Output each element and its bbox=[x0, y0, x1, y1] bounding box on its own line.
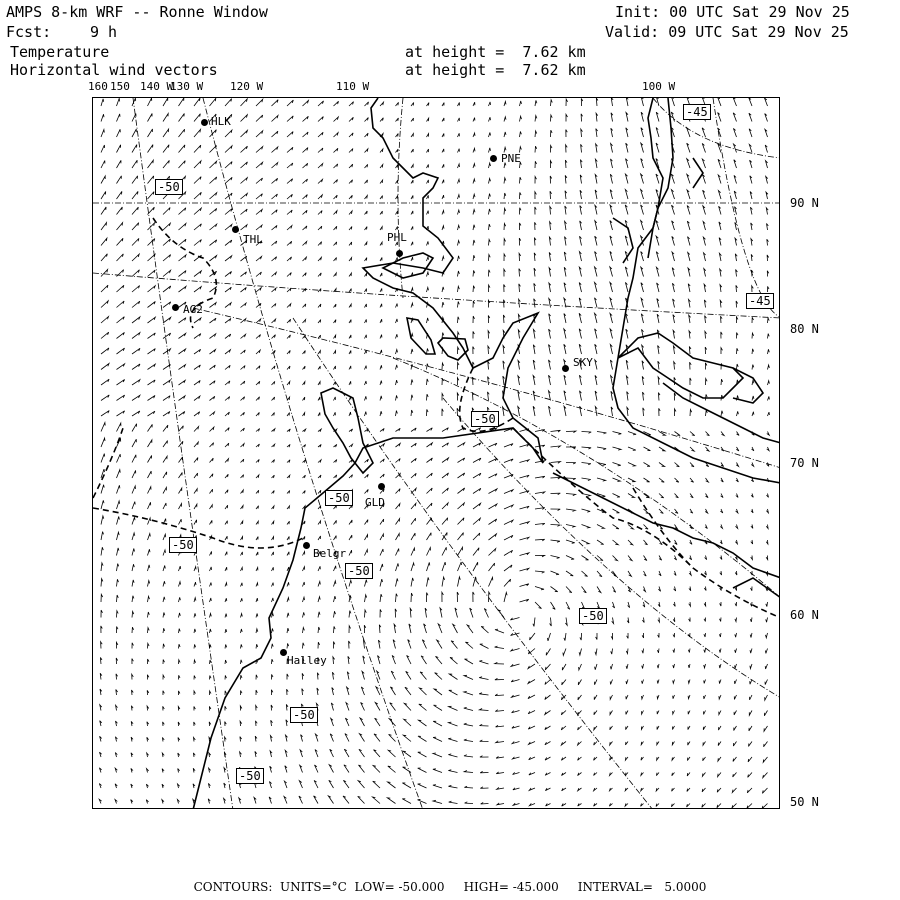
station-marker bbox=[201, 119, 208, 126]
map-title: AMPS 8-km WRF -- Ronne Window bbox=[6, 3, 268, 21]
contour-label: -50 bbox=[579, 608, 607, 624]
station-marker bbox=[280, 649, 287, 656]
station-label-thl: THL bbox=[243, 233, 263, 246]
station-label-halley: Halley bbox=[287, 654, 327, 667]
station-marker bbox=[303, 542, 310, 549]
station-label-sky: SKY bbox=[573, 356, 593, 369]
init-time: Init: 00 UTC Sat 29 Nov 25 bbox=[615, 3, 850, 21]
contour-label: -50 bbox=[236, 768, 264, 784]
contour-label: -50 bbox=[345, 563, 373, 579]
contour-label: -50 bbox=[290, 707, 318, 723]
station-label-ag2: AG2 bbox=[183, 303, 203, 316]
contour-footer: CONTOURS: UNITS=°C LOW= -50.000 HIGH= -45.000 INTERVAL= 5.0000 bbox=[193, 880, 707, 894]
field-name-wind: Horizontal wind vectors bbox=[10, 61, 218, 79]
map-panel bbox=[92, 97, 780, 809]
lon-label-110w: 110 W bbox=[336, 80, 370, 93]
station-label-gld: GLD bbox=[365, 496, 385, 509]
station-marker bbox=[232, 226, 239, 233]
lon-label-150: 150 bbox=[110, 80, 130, 93]
lat-label-70n: 70 N bbox=[790, 456, 819, 470]
station-marker bbox=[172, 304, 179, 311]
map-canvas bbox=[93, 98, 780, 809]
station-label-pne: PNE bbox=[501, 152, 521, 165]
field-height-wind: at height = 7.62 km bbox=[405, 61, 586, 79]
contour-label: -50 bbox=[169, 537, 197, 553]
forecast-hour: 9 h bbox=[90, 23, 118, 41]
station-marker bbox=[378, 483, 385, 490]
lon-label-140w: 140 W bbox=[140, 80, 174, 93]
station-label-belgr: Belgr bbox=[313, 547, 347, 560]
contour-label: -45 bbox=[683, 104, 711, 120]
wind-vectors bbox=[99, 98, 769, 809]
lat-label-50n: 50 N bbox=[790, 795, 819, 809]
contour-label: -50 bbox=[325, 490, 353, 506]
coastlines bbox=[193, 98, 780, 809]
lon-label-130w: 130 W bbox=[170, 80, 204, 93]
station-marker bbox=[490, 155, 497, 162]
wind-vector-arrows bbox=[99, 98, 769, 809]
lat-label-60n: 60 N bbox=[790, 608, 819, 622]
forecast-label: Fcst: bbox=[6, 23, 52, 41]
contour-label: -50 bbox=[471, 411, 499, 427]
field-name-temperature: Temperature bbox=[10, 43, 110, 61]
lat-label-80n: 80 N bbox=[790, 322, 819, 336]
contour-label: -50 bbox=[155, 179, 183, 195]
lon-label-160: 160 bbox=[88, 80, 108, 93]
station-marker bbox=[396, 250, 403, 257]
lat-label-90n: 90 N bbox=[790, 196, 819, 210]
temperature-contours bbox=[93, 218, 780, 618]
graticule bbox=[93, 98, 780, 809]
station-label-hlk: HLK bbox=[211, 115, 231, 128]
lon-label-120w: 120 W bbox=[230, 80, 264, 93]
lon-label-100w: 100 W bbox=[642, 80, 676, 93]
station-label-phl: PHL bbox=[387, 231, 407, 244]
station-marker bbox=[562, 365, 569, 372]
field-height-temperature: at height = 7.62 km bbox=[405, 43, 586, 61]
contour-label: -45 bbox=[746, 293, 774, 309]
valid-time: Valid: 09 UTC Sat 29 Nov 25 bbox=[605, 23, 849, 41]
